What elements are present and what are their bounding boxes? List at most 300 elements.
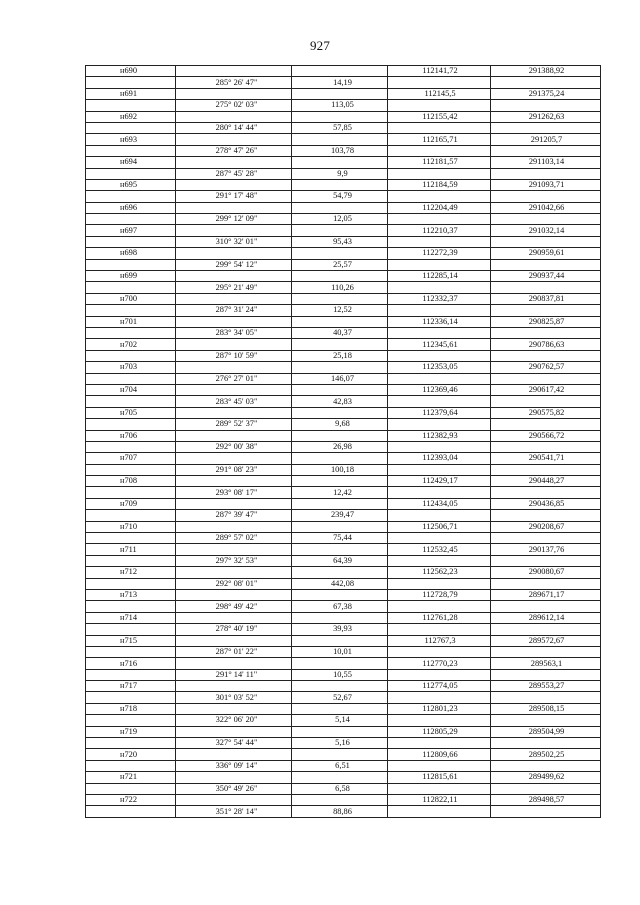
empty-cell (86, 783, 176, 794)
point-row (86, 157, 601, 168)
segment-row (86, 236, 601, 247)
y-coordinate: 289612,14 (491, 612, 601, 623)
empty-cell (388, 464, 491, 475)
y-coordinate: 289499,62 (491, 772, 601, 783)
y-coordinate: 289671,17 (491, 589, 601, 600)
empty-cell (292, 157, 388, 168)
survey-coordinates-table (85, 65, 601, 818)
empty-cell (86, 100, 176, 111)
segment-row (86, 327, 601, 338)
empty-cell (292, 681, 388, 692)
point-row (86, 795, 601, 806)
empty-cell (388, 533, 491, 544)
point-row (86, 248, 601, 259)
point-row (86, 271, 601, 282)
point-row (86, 111, 601, 122)
y-coordinate: 290825,87 (491, 316, 601, 327)
segment-row (86, 191, 601, 202)
segment-row (86, 350, 601, 361)
point-name: н717 (86, 681, 176, 692)
point-name: н716 (86, 658, 176, 669)
empty-cell (176, 795, 292, 806)
empty-cell (491, 738, 601, 749)
point-row (86, 453, 601, 464)
empty-cell (491, 646, 601, 657)
empty-cell (491, 168, 601, 179)
point-name: н695 (86, 179, 176, 190)
segment-row (86, 282, 601, 293)
empty-cell (176, 658, 292, 669)
segment-length: 67,38 (292, 601, 388, 612)
empty-cell (292, 88, 388, 99)
empty-cell (388, 783, 491, 794)
point-name: н701 (86, 316, 176, 327)
segment-length: 6,51 (292, 760, 388, 771)
empty-cell (491, 601, 601, 612)
empty-cell (388, 441, 491, 452)
direction-angle: 301° 03' 52" (176, 692, 292, 703)
segment-row (86, 441, 601, 452)
x-coordinate: 112145,5 (388, 88, 491, 99)
segment-length: 146,07 (292, 373, 388, 384)
segment-row (86, 122, 601, 133)
empty-cell (491, 669, 601, 680)
empty-cell (388, 419, 491, 430)
empty-cell (86, 624, 176, 635)
empty-cell (176, 589, 292, 600)
x-coordinate: 112815,61 (388, 772, 491, 783)
y-coordinate: 291262,63 (491, 111, 601, 122)
direction-angle: 278° 47' 26" (176, 145, 292, 156)
empty-cell (176, 476, 292, 487)
empty-cell (292, 407, 388, 418)
point-row (86, 681, 601, 692)
x-coordinate: 112155,42 (388, 111, 491, 122)
direction-angle: 297° 32' 53" (176, 555, 292, 566)
empty-cell (292, 476, 388, 487)
empty-cell (292, 453, 388, 464)
x-coordinate: 112353,05 (388, 362, 491, 373)
empty-cell (388, 168, 491, 179)
x-coordinate: 112393,04 (388, 453, 491, 464)
empty-cell (86, 555, 176, 566)
empty-cell (176, 430, 292, 441)
table-body (86, 66, 601, 818)
empty-cell (388, 191, 491, 202)
y-coordinate: 289572,67 (491, 635, 601, 646)
empty-cell (388, 100, 491, 111)
x-coordinate: 112562,23 (388, 567, 491, 578)
empty-cell (292, 225, 388, 236)
empty-cell (292, 362, 388, 373)
empty-cell (292, 66, 388, 77)
segment-row (86, 738, 601, 749)
point-name: н702 (86, 339, 176, 350)
direction-angle: 276° 27' 01" (176, 373, 292, 384)
empty-cell (491, 806, 601, 817)
segment-row (86, 396, 601, 407)
empty-cell (292, 316, 388, 327)
direction-angle: 298° 49' 42" (176, 601, 292, 612)
y-coordinate: 291205,7 (491, 134, 601, 145)
empty-cell (292, 498, 388, 509)
point-name: н691 (86, 88, 176, 99)
empty-cell (491, 373, 601, 384)
point-name: н700 (86, 293, 176, 304)
empty-cell (176, 703, 292, 714)
y-coordinate: 290436,85 (491, 498, 601, 509)
x-coordinate: 112809,66 (388, 749, 491, 760)
point-name: н718 (86, 703, 176, 714)
segment-length: 5,16 (292, 738, 388, 749)
empty-cell (176, 453, 292, 464)
empty-cell (176, 316, 292, 327)
empty-cell (176, 362, 292, 373)
empty-cell (176, 157, 292, 168)
segment-length: 57,85 (292, 122, 388, 133)
segment-length: 100,18 (292, 464, 388, 475)
segment-length: 40,37 (292, 327, 388, 338)
segment-row (86, 783, 601, 794)
empty-cell (176, 384, 292, 395)
point-name: н706 (86, 430, 176, 441)
segment-length: 88,86 (292, 806, 388, 817)
empty-cell (491, 783, 601, 794)
x-coordinate: 112801,23 (388, 703, 491, 714)
empty-cell (86, 441, 176, 452)
empty-cell (491, 624, 601, 635)
segment-length: 9,9 (292, 168, 388, 179)
empty-cell (388, 487, 491, 498)
empty-cell (491, 236, 601, 247)
empty-cell (491, 464, 601, 475)
empty-cell (176, 772, 292, 783)
point-name: н690 (86, 66, 176, 77)
segment-row (86, 77, 601, 88)
y-coordinate: 291388,92 (491, 66, 601, 77)
empty-cell (86, 419, 176, 430)
empty-cell (491, 555, 601, 566)
y-coordinate: 290208,67 (491, 521, 601, 532)
point-row (86, 589, 601, 600)
direction-angle: 283° 34' 05" (176, 327, 292, 338)
empty-cell (86, 601, 176, 612)
segment-length: 103,78 (292, 145, 388, 156)
empty-cell (292, 567, 388, 578)
empty-cell (176, 293, 292, 304)
point-name: н715 (86, 635, 176, 646)
x-coordinate: 112382,93 (388, 430, 491, 441)
direction-angle: 287° 01' 22" (176, 646, 292, 657)
empty-cell (491, 533, 601, 544)
point-name: н707 (86, 453, 176, 464)
point-name: н697 (86, 225, 176, 236)
empty-cell (388, 578, 491, 589)
empty-cell (388, 555, 491, 566)
direction-angle: 292° 00' 38" (176, 441, 292, 452)
direction-angle: 295° 21' 49" (176, 282, 292, 293)
point-row (86, 384, 601, 395)
point-name: н709 (86, 498, 176, 509)
segment-row (86, 100, 601, 111)
empty-cell (491, 692, 601, 703)
direction-angle: 283° 45' 03" (176, 396, 292, 407)
segment-row (86, 692, 601, 703)
empty-cell (176, 134, 292, 145)
direction-angle: 289° 52' 37" (176, 419, 292, 430)
empty-cell (388, 373, 491, 384)
segment-row (86, 806, 601, 817)
point-row (86, 339, 601, 350)
empty-cell (292, 293, 388, 304)
segment-length: 52,67 (292, 692, 388, 703)
empty-cell (292, 772, 388, 783)
segment-length: 25,57 (292, 259, 388, 270)
segment-length: 5,14 (292, 715, 388, 726)
direction-angle: 292° 08' 01" (176, 578, 292, 589)
point-row (86, 316, 601, 327)
empty-cell (292, 384, 388, 395)
empty-cell (176, 202, 292, 213)
empty-cell (388, 669, 491, 680)
x-coordinate: 112345,61 (388, 339, 491, 350)
x-coordinate: 112332,37 (388, 293, 491, 304)
empty-cell (292, 339, 388, 350)
point-row (86, 772, 601, 783)
empty-cell (491, 510, 601, 521)
empty-cell (491, 259, 601, 270)
empty-cell (292, 795, 388, 806)
empty-cell (86, 669, 176, 680)
empty-cell (491, 578, 601, 589)
direction-angle: 285° 26' 47" (176, 77, 292, 88)
empty-cell (491, 396, 601, 407)
point-row (86, 134, 601, 145)
point-name: н721 (86, 772, 176, 783)
x-coordinate: 112761,28 (388, 612, 491, 623)
empty-cell (86, 327, 176, 338)
point-row (86, 567, 601, 578)
segment-row (86, 510, 601, 521)
empty-cell (292, 179, 388, 190)
empty-cell (292, 430, 388, 441)
y-coordinate: 291093,71 (491, 179, 601, 190)
segment-row (86, 624, 601, 635)
empty-cell (388, 282, 491, 293)
segment-row (86, 305, 601, 316)
empty-cell (176, 111, 292, 122)
x-coordinate: 112272,39 (388, 248, 491, 259)
empty-cell (292, 521, 388, 532)
empty-cell (86, 191, 176, 202)
empty-cell (176, 612, 292, 623)
empty-cell (491, 419, 601, 430)
segment-row (86, 669, 601, 680)
direction-angle: 293° 08' 17" (176, 487, 292, 498)
segment-length: 42,83 (292, 396, 388, 407)
x-coordinate: 112336,14 (388, 316, 491, 327)
segment-row (86, 145, 601, 156)
empty-cell (86, 168, 176, 179)
empty-cell (176, 635, 292, 646)
point-row (86, 635, 601, 646)
empty-cell (292, 111, 388, 122)
empty-cell (86, 350, 176, 361)
point-row (86, 225, 601, 236)
point-row (86, 66, 601, 77)
empty-cell (292, 589, 388, 600)
empty-cell (491, 100, 601, 111)
y-coordinate: 289502,25 (491, 749, 601, 760)
segment-length: 10,01 (292, 646, 388, 657)
segment-row (86, 578, 601, 589)
empty-cell (86, 806, 176, 817)
direction-angle: 322° 06' 20" (176, 715, 292, 726)
segment-row (86, 464, 601, 475)
segment-row (86, 646, 601, 657)
point-row (86, 476, 601, 487)
segment-row (86, 373, 601, 384)
direction-angle: 291° 14' 11" (176, 669, 292, 680)
empty-cell (491, 214, 601, 225)
segment-row (86, 419, 601, 430)
empty-cell (292, 635, 388, 646)
y-coordinate: 290762,57 (491, 362, 601, 373)
direction-angle: 299° 12' 09" (176, 214, 292, 225)
empty-cell (86, 578, 176, 589)
segment-length: 239,47 (292, 510, 388, 521)
empty-cell (86, 487, 176, 498)
y-coordinate: 290080,67 (491, 567, 601, 578)
empty-cell (388, 396, 491, 407)
empty-cell (86, 715, 176, 726)
point-name: н692 (86, 111, 176, 122)
segment-row (86, 259, 601, 270)
segment-length: 39,93 (292, 624, 388, 635)
point-row (86, 293, 601, 304)
direction-angle: 291° 08' 23" (176, 464, 292, 475)
empty-cell (176, 749, 292, 760)
empty-cell (176, 726, 292, 737)
empty-cell (292, 612, 388, 623)
empty-cell (86, 692, 176, 703)
empty-cell (388, 305, 491, 316)
segment-row (86, 715, 601, 726)
empty-cell (388, 327, 491, 338)
empty-cell (176, 271, 292, 282)
point-name: н712 (86, 567, 176, 578)
point-row (86, 407, 601, 418)
empty-cell (292, 248, 388, 259)
y-coordinate: 289508,15 (491, 703, 601, 714)
empty-cell (86, 738, 176, 749)
y-coordinate: 289563,1 (491, 658, 601, 669)
empty-cell (86, 122, 176, 133)
empty-cell (86, 77, 176, 88)
empty-cell (388, 646, 491, 657)
y-coordinate: 290448,27 (491, 476, 601, 487)
empty-cell (491, 350, 601, 361)
empty-cell (86, 236, 176, 247)
y-coordinate: 291375,24 (491, 88, 601, 99)
empty-cell (292, 134, 388, 145)
x-coordinate: 112285,14 (388, 271, 491, 282)
y-coordinate: 290566,72 (491, 430, 601, 441)
empty-cell (176, 567, 292, 578)
empty-cell (176, 225, 292, 236)
y-coordinate: 290617,42 (491, 384, 601, 395)
segment-row (86, 555, 601, 566)
point-name: н710 (86, 521, 176, 532)
empty-cell (388, 601, 491, 612)
empty-cell (176, 407, 292, 418)
point-row (86, 498, 601, 509)
segment-length: 6,58 (292, 783, 388, 794)
direction-angle: 287° 31' 24" (176, 305, 292, 316)
x-coordinate: 112204,49 (388, 202, 491, 213)
point-name: н714 (86, 612, 176, 623)
empty-cell (86, 396, 176, 407)
direction-angle: 287° 10' 59" (176, 350, 292, 361)
segment-length: 113,05 (292, 100, 388, 111)
x-coordinate: 112429,17 (388, 476, 491, 487)
segment-length: 442,08 (292, 578, 388, 589)
page-number: 927 (309, 38, 331, 53)
x-coordinate: 112369,46 (388, 384, 491, 395)
y-coordinate: 289504,99 (491, 726, 601, 737)
segment-row (86, 533, 601, 544)
x-coordinate: 112506,71 (388, 521, 491, 532)
empty-cell (491, 122, 601, 133)
direction-angle: 291° 17' 48" (176, 191, 292, 202)
direction-angle: 327° 54' 44" (176, 738, 292, 749)
point-name: н698 (86, 248, 176, 259)
empty-cell (491, 487, 601, 498)
empty-cell (491, 77, 601, 88)
direction-angle: 350° 49' 26" (176, 783, 292, 794)
empty-cell (388, 738, 491, 749)
empty-cell (292, 726, 388, 737)
x-coordinate: 112805,29 (388, 726, 491, 737)
segment-length: 14,19 (292, 77, 388, 88)
point-row (86, 726, 601, 737)
empty-cell (388, 77, 491, 88)
empty-cell (176, 498, 292, 509)
y-coordinate: 290575,82 (491, 407, 601, 418)
empty-cell (388, 715, 491, 726)
empty-cell (176, 681, 292, 692)
x-coordinate: 112822,11 (388, 795, 491, 806)
direction-angle: 275° 02' 03" (176, 100, 292, 111)
direction-angle: 280° 14' 44" (176, 122, 292, 133)
segment-length: 26,98 (292, 441, 388, 452)
empty-cell (176, 248, 292, 259)
point-name: н708 (86, 476, 176, 487)
empty-cell (388, 236, 491, 247)
y-coordinate: 290541,71 (491, 453, 601, 464)
direction-angle: 351° 28' 14" (176, 806, 292, 817)
x-coordinate: 112210,37 (388, 225, 491, 236)
direction-angle: 287° 45' 28" (176, 168, 292, 179)
empty-cell (292, 749, 388, 760)
point-row (86, 362, 601, 373)
empty-cell (491, 282, 601, 293)
point-row (86, 612, 601, 623)
y-coordinate: 290959,61 (491, 248, 601, 259)
direction-angle: 289° 57' 02" (176, 533, 292, 544)
empty-cell (292, 544, 388, 555)
point-row (86, 544, 601, 555)
